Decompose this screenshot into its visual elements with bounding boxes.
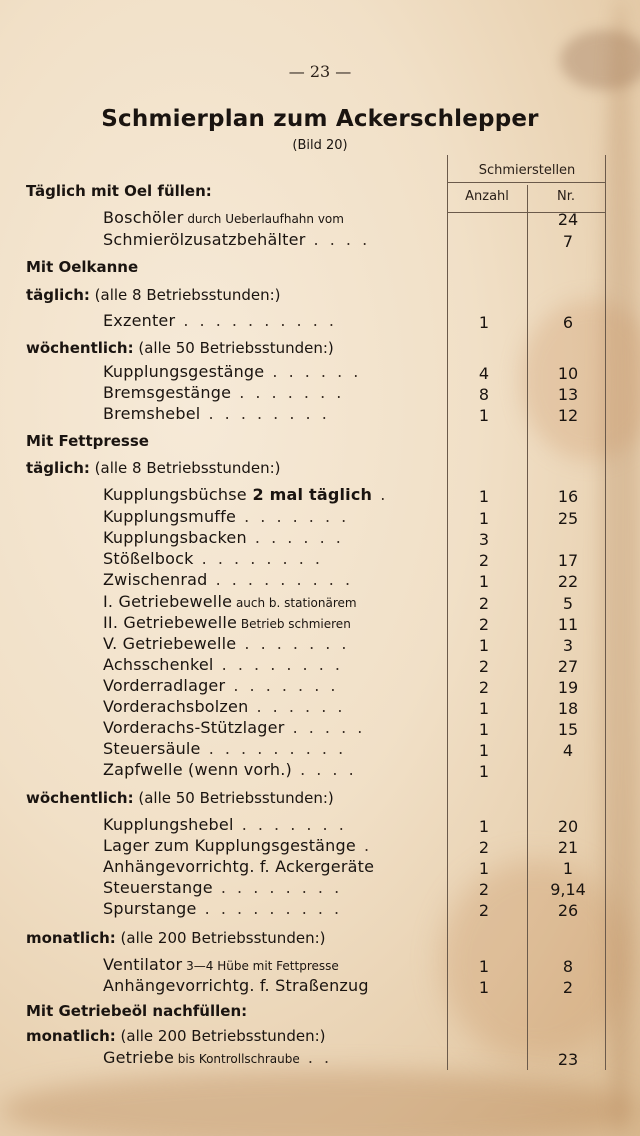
lubrication-point-name: Getriebe bbox=[103, 1048, 174, 1067]
lubrication-point-row bbox=[103, 857, 374, 879]
lubrication-point-name: Exzenter bbox=[103, 311, 176, 330]
lubrication-count: 2 bbox=[478, 838, 490, 857]
leader-dots: . bbox=[355, 836, 373, 855]
lubrication-point-row bbox=[103, 718, 365, 740]
lubrication-note: Betrieb schmieren bbox=[237, 617, 351, 631]
leader-dots: . . . . . . bbox=[248, 697, 346, 716]
lubrication-count: 1 bbox=[478, 406, 490, 425]
leader-dots: . . . . bbox=[305, 230, 371, 249]
page-number: — 23 — bbox=[288, 62, 352, 81]
lubrication-point-row bbox=[103, 836, 372, 858]
lubrication-point-row bbox=[103, 878, 342, 900]
lubrication-point-name: V. Getriebewelle bbox=[103, 634, 237, 653]
lubrication-point-number: 15 bbox=[557, 720, 579, 739]
leader-dots: . . . . . . . . . . bbox=[175, 311, 337, 330]
leader-dots: . bbox=[372, 485, 389, 504]
lubrication-point-name: Vorderachs-Stützlager bbox=[103, 718, 285, 737]
lubrication-count: 1 bbox=[478, 957, 490, 976]
page-subtitle: (Bild 20) bbox=[292, 138, 348, 153]
interval-label: wöchentlich: bbox=[26, 789, 134, 807]
lubrication-point-name: Vorderachsbolzen bbox=[103, 697, 249, 716]
leader-dots: . . . . . bbox=[284, 718, 366, 737]
lubrication-point-number: 4 bbox=[562, 741, 574, 760]
lubrication-point-name: Ventilator bbox=[103, 955, 183, 974]
interval-hours: (alle 8 Betriebsstunden:) bbox=[89, 459, 281, 477]
leader-dots: . . . . . . . bbox=[225, 676, 339, 695]
lubrication-point-name: Schmierölzusatzbehälter bbox=[103, 230, 306, 249]
lubrication-point-number: 26 bbox=[557, 901, 579, 920]
interval-hours: (alle 50 Betriebsstunden:) bbox=[133, 339, 334, 357]
lubrication-count: 2 bbox=[478, 551, 490, 570]
leader-dots: . . . . . . . bbox=[236, 507, 350, 526]
leader-dots: . . bbox=[299, 1048, 333, 1067]
lubrication-point-name: Lager zum Kupplungsgestänge bbox=[103, 836, 356, 855]
interval-heading bbox=[26, 286, 281, 308]
lubrication-point-row bbox=[103, 697, 345, 719]
lubrication-note: durch Ueberlaufhahn vom bbox=[183, 212, 344, 226]
lubrication-point-number: 7 bbox=[562, 232, 574, 251]
lubrication-count: 8 bbox=[478, 385, 490, 404]
lubrication-note: bis Kontrollschraube bbox=[173, 1052, 300, 1066]
lubrication-point-number: 21 bbox=[557, 838, 579, 857]
lubrication-point-name: Spurstange bbox=[103, 899, 197, 918]
lubrication-point-row bbox=[103, 655, 343, 677]
column-divider-right bbox=[605, 155, 606, 1070]
interval-label: wöchentlich: bbox=[26, 339, 134, 357]
leader-dots: . . . . . . . bbox=[233, 815, 347, 834]
leader-dots: . . . . . . . bbox=[231, 383, 345, 402]
lubrication-count: 2 bbox=[478, 880, 490, 899]
lubrication-point-row bbox=[103, 899, 342, 921]
lubrication-note-emphasis: 2 mal täglich bbox=[246, 485, 373, 504]
lubrication-point-name: Steuerstange bbox=[103, 878, 213, 897]
interval-hours: (alle 8 Betriebsstunden:) bbox=[89, 286, 281, 304]
interval-heading bbox=[26, 339, 334, 361]
lubrication-point-name: Achsschenkel bbox=[103, 655, 214, 674]
lubrication-point-number: 16 bbox=[557, 487, 579, 506]
lubrication-point-number: 23 bbox=[557, 1050, 579, 1069]
column-divider-left bbox=[447, 155, 448, 1070]
lubrication-count: 1 bbox=[478, 720, 490, 739]
lubrication-point-number: 22 bbox=[557, 572, 579, 591]
lubrication-note: 3—4 Hübe mit Fettpresse bbox=[182, 959, 339, 973]
lubrication-point-name: Kupplungsgestänge bbox=[103, 362, 265, 381]
lubrication-point-row bbox=[103, 634, 350, 656]
leader-dots: . . . . . . . . bbox=[193, 549, 323, 568]
lubrication-point-number: 9,14 bbox=[550, 880, 586, 899]
lubrication-point-row bbox=[103, 676, 338, 698]
lubrication-count: 1 bbox=[478, 509, 490, 528]
lubrication-point-row bbox=[103, 570, 353, 592]
section-heading-text: Mit Oelkanne bbox=[26, 258, 139, 276]
lubrication-count: 2 bbox=[478, 615, 490, 634]
lubrication-point-name: Boschöler bbox=[103, 208, 184, 227]
section-heading bbox=[26, 432, 149, 454]
lubrication-count: 1 bbox=[478, 636, 490, 655]
lubrication-point-number: 20 bbox=[557, 817, 579, 836]
lubrication-point-row bbox=[103, 362, 361, 384]
column-divider-middle bbox=[527, 185, 528, 1070]
leader-dots: . . . . . . . bbox=[236, 634, 350, 653]
lubrication-count: 4 bbox=[478, 364, 490, 383]
lubrication-point-number: 18 bbox=[557, 699, 579, 718]
lubrication-point-row bbox=[103, 613, 351, 635]
lubrication-count: 1 bbox=[478, 859, 490, 878]
interval-hours: (alle 200 Betriebsstunden:) bbox=[115, 1027, 326, 1045]
lubrication-count: 2 bbox=[478, 594, 490, 613]
lubrication-point-number: 13 bbox=[557, 385, 579, 404]
lubrication-count: 3 bbox=[478, 530, 490, 549]
lubrication-point-row bbox=[103, 528, 344, 550]
lubrication-point-row bbox=[103, 230, 370, 252]
section-heading bbox=[26, 1002, 247, 1024]
leader-dots: . . . . . . . . . bbox=[200, 739, 347, 758]
leader-dots: . . . . . . bbox=[246, 528, 344, 547]
interval-hours: (alle 200 Betriebsstunden:) bbox=[115, 929, 326, 947]
lubrication-count: 1 bbox=[478, 741, 490, 760]
lubrication-point-row bbox=[103, 507, 349, 529]
leader-dots: . . . . . . . . . bbox=[196, 899, 343, 918]
lubrication-point-name: II. Getriebewelle bbox=[103, 613, 238, 632]
section-heading-text: Täglich mit Oel füllen: bbox=[26, 182, 212, 200]
lubrication-point-number: 19 bbox=[557, 678, 579, 697]
lubrication-point-name: Kupplungshebel bbox=[103, 815, 234, 834]
lubrication-point-name: Zwischenrad bbox=[103, 570, 208, 589]
lubrication-count: 1 bbox=[478, 572, 490, 591]
lubrication-point-name: Zapfwelle (wenn vorh.) bbox=[103, 760, 292, 779]
lubrication-point-number: 12 bbox=[557, 406, 579, 425]
lubrication-point-name: Stößelbock bbox=[103, 549, 194, 568]
interval-label: monatlich: bbox=[26, 929, 116, 947]
page-title: Schmierplan zum Ackerschlepper bbox=[101, 106, 539, 132]
column-header-anzahl: Anzahl bbox=[465, 189, 509, 204]
lubrication-point-row bbox=[103, 549, 323, 571]
lubrication-point-row bbox=[103, 739, 346, 761]
lubrication-point-name: Bremshebel bbox=[103, 404, 201, 423]
interval-heading bbox=[26, 929, 325, 951]
lubrication-point-row bbox=[103, 208, 344, 230]
lubrication-point-name: Kupplungsmuffe bbox=[103, 507, 237, 526]
interval-label: täglich: bbox=[26, 459, 90, 477]
section-heading-text: Mit Fettpresse bbox=[26, 432, 149, 450]
lubrication-point-row bbox=[103, 592, 357, 614]
lubrication-point-row bbox=[103, 404, 330, 426]
lubrication-point-name: Vorderradlager bbox=[103, 676, 226, 695]
lubrication-count: 2 bbox=[478, 901, 490, 920]
lubrication-point-row bbox=[103, 760, 357, 782]
lubrication-point-row bbox=[103, 383, 344, 405]
lubrication-point-number: 6 bbox=[562, 313, 574, 332]
lubrication-point-name: Steuersäule bbox=[103, 739, 201, 758]
header-rule bbox=[447, 182, 605, 183]
lubrication-point-number: 17 bbox=[557, 551, 579, 570]
lubrication-point-row bbox=[103, 485, 388, 507]
lubrication-count: 1 bbox=[478, 487, 490, 506]
lubrication-point-number: 24 bbox=[557, 210, 579, 229]
lubrication-point-number: 3 bbox=[562, 636, 574, 655]
lubrication-count: 1 bbox=[478, 762, 490, 781]
lubrication-point-name: Kupplungsbüchse bbox=[103, 485, 247, 504]
interval-heading bbox=[26, 789, 334, 811]
lubrication-point-number: 27 bbox=[557, 657, 579, 676]
lubrication-point-number: 8 bbox=[562, 957, 574, 976]
lubrication-count: 1 bbox=[478, 817, 490, 836]
leader-dots: . . . . . . . . bbox=[213, 655, 343, 674]
lubrication-point-name: Kupplungsbacken bbox=[103, 528, 247, 547]
lubrication-point-row bbox=[103, 815, 347, 837]
interval-heading bbox=[26, 459, 281, 481]
lubrication-count: 2 bbox=[478, 657, 490, 676]
lubrication-count: 1 bbox=[478, 978, 490, 997]
lubrication-note: auch b. stationärem bbox=[232, 596, 357, 610]
lubrication-point-number: 5 bbox=[562, 594, 574, 613]
leader-dots: . . . . . . bbox=[264, 362, 362, 381]
lubrication-point-number: 25 bbox=[557, 509, 579, 528]
section-heading bbox=[26, 258, 138, 280]
leader-dots: . . . . . . . . . bbox=[207, 570, 354, 589]
lubrication-count: 1 bbox=[478, 699, 490, 718]
section-heading-text: Mit Getriebeöl nachfüllen: bbox=[26, 1002, 248, 1020]
section-heading bbox=[26, 182, 212, 204]
column-header-nr: Nr. bbox=[556, 189, 575, 204]
lubrication-point-row bbox=[103, 311, 337, 333]
lubrication-point-name: I. Getriebewelle bbox=[103, 592, 233, 611]
interval-label: monatlich: bbox=[26, 1027, 116, 1045]
lubrication-point-number: 1 bbox=[562, 859, 574, 878]
lubrication-point-name: Anhängevorrichtg. f. Ackergeräte bbox=[103, 857, 375, 876]
lubrication-point-row bbox=[103, 1048, 332, 1070]
lubrication-count: 2 bbox=[478, 678, 490, 697]
lubrication-point-name: Anhängevorrichtg. f. Straßenzug bbox=[103, 976, 369, 995]
interval-label: täglich: bbox=[26, 286, 90, 304]
leader-dots: . . . . bbox=[292, 760, 357, 779]
lubrication-point-row bbox=[103, 976, 369, 998]
lubrication-point-number: 2 bbox=[562, 978, 574, 997]
interval-heading bbox=[26, 1027, 325, 1049]
lubrication-count: 1 bbox=[478, 313, 490, 332]
interval-hours: (alle 50 Betriebsstunden:) bbox=[133, 789, 334, 807]
lubrication-point-number: 11 bbox=[557, 615, 579, 634]
lubrication-point-row bbox=[103, 955, 339, 977]
leader-dots: . . . . . . . . bbox=[200, 404, 330, 423]
lubrication-point-number: 10 bbox=[557, 364, 579, 383]
leader-dots: . . . . . . . . bbox=[212, 878, 343, 897]
column-group-header: Schmierstellen bbox=[478, 163, 576, 178]
lubrication-point-name: Bremsgestänge bbox=[103, 383, 232, 402]
